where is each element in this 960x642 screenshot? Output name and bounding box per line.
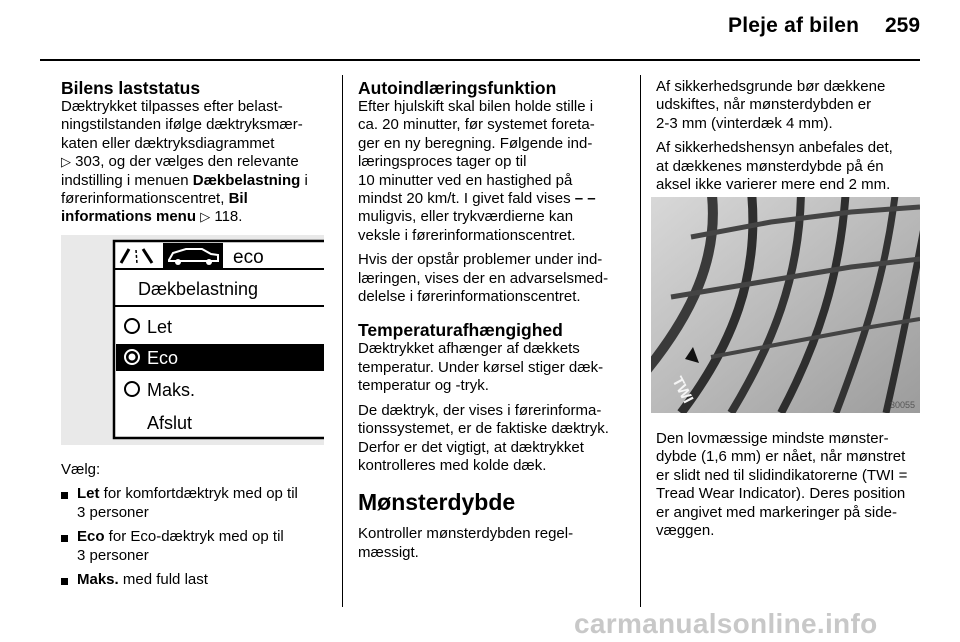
text-line: katen eller dæktryksdiagrammet bbox=[61, 134, 275, 152]
menu-exit: Afslut bbox=[147, 413, 193, 433]
heading-temperature: Temperaturafhængighed bbox=[358, 320, 563, 341]
image-code: 30055 bbox=[889, 400, 915, 410]
menu-name: Dækbelastning bbox=[192, 171, 301, 189]
choose-label: Vælg: bbox=[61, 461, 101, 478]
heading-tread-depth: Mønsterdybde bbox=[358, 489, 516, 516]
menu-name: informations menu bbox=[61, 208, 197, 226]
text-line: indstilling i menuen Dækbelastning i bbox=[61, 171, 308, 189]
menu-option-let: Let bbox=[147, 317, 173, 337]
temperature-paragraph: Dæktrykket afhænger af dækkets temperatur. Under kørsel stiger dæk- temperatur og -tryk. bbox=[358, 340, 604, 395]
page-ref-link[interactable]: 303 bbox=[75, 153, 101, 171]
column-2 bbox=[358, 78, 633, 568]
heading-autolearn: Autoindlæringsfunktion bbox=[358, 78, 557, 98]
column-1-options bbox=[61, 461, 331, 595]
text-line: ▷ 303, og der vælges den relevante bbox=[61, 153, 299, 171]
page-header bbox=[0, 0, 960, 60]
menu-display-graphic bbox=[61, 235, 324, 445]
text-line: førerinformationscentret, Bil bbox=[61, 190, 248, 208]
list-item: Let for komfortdæktryk med op til 3 personer bbox=[61, 485, 331, 522]
text-line bbox=[61, 208, 331, 226]
bullet-square-icon bbox=[61, 535, 68, 542]
page-number: 259 bbox=[885, 14, 921, 37]
heading-load-status: Bilens laststatus bbox=[61, 78, 201, 98]
page-ref-arrow-icon: ▷ bbox=[61, 154, 71, 170]
page-title: Pleje af bilen bbox=[728, 14, 860, 37]
tread-depth-paragraph: Kontroller mønsterdybden regel- mæssigt. bbox=[358, 525, 574, 561]
watermark: carmanualsonline.info bbox=[574, 608, 878, 639]
option-list bbox=[61, 485, 331, 589]
menu-option-maks: Maks. bbox=[147, 380, 196, 400]
column-3 bbox=[656, 78, 926, 200]
tire-load-menu-illustration bbox=[61, 235, 324, 445]
column-3-lower bbox=[656, 430, 926, 546]
tread-pattern-graphic bbox=[651, 197, 920, 413]
warning-paragraph: Hvis der opstår problemer under ind- læringen, vises der en advarselsmed- delelse i førerinformationscentret. bbox=[358, 251, 609, 306]
axle-difference-paragraph: Af sikkerhedshensyn anbefales det, at dækkenes mønsterdybde på én aksel ikke varierer mere end 2 mm. bbox=[656, 139, 893, 194]
dash-indicator: – – bbox=[574, 190, 596, 208]
text-line: ningstilstanden ifølge dæktryksmær- bbox=[61, 116, 303, 134]
autolearn-paragraph: Efter hjulskift skal bilen holde stille i ca. 20 minutter, før systemet foreta- ger en ny beregning. Følgende ind- læringsproces tager op til 10 minutter ved en hastighed på mindst 20 km/t. I givet fald vises – – muligvis, eller trykværdierne kan veksle i førerinformationscentret. bbox=[358, 98, 596, 244]
min-depth-paragraph: Den lovmæssige mindste mønster- dybde (1,6 mm) er nået, når mønstret er slidt ned til slidindikatorerne (TWI = Tread Wear Indicator). Deres position er angivet med markeringer på side- væggen. bbox=[656, 430, 908, 540]
tab-eco: eco bbox=[233, 247, 264, 268]
header-rule bbox=[40, 59, 920, 61]
bullet-square-icon bbox=[61, 492, 68, 499]
cold-tires-paragraph: De dæktryk, der vises i førerinforma- tionssystemet, er de faktiske dæktryk. Derfor er det vigtigt, at dæktrykket kontrolleres med kolde dæk. bbox=[358, 401, 609, 474]
list-item: Maks. med fuld last bbox=[61, 571, 331, 589]
list-item: Eco for Eco-dæktryk med op til 3 personer bbox=[61, 528, 331, 565]
menu-title: Dækbelastning bbox=[138, 279, 259, 299]
column-1 bbox=[61, 78, 331, 227]
page-ref-arrow-icon: ▷ bbox=[200, 209, 211, 225]
tire-tread-photo bbox=[651, 197, 920, 413]
menu-option-eco: Eco bbox=[147, 348, 179, 368]
menu-name: Bil bbox=[228, 190, 248, 208]
text-line: Dæktrykket tilpasses efter belast- bbox=[61, 98, 283, 115]
column-divider-2 bbox=[640, 75, 641, 607]
page-ref-link[interactable]: 118. bbox=[214, 208, 243, 226]
replace-tires-paragraph: Af sikkerhedsgrunde bør dækkene udskiftes, når mønsterdybden er 2-3 mm (vinterdæk 4 mm). bbox=[656, 78, 886, 132]
load-status-paragraph bbox=[61, 98, 331, 227]
column-divider-1 bbox=[342, 75, 343, 607]
twi-marking: TWI bbox=[668, 373, 697, 407]
bullet-square-icon bbox=[61, 578, 68, 585]
